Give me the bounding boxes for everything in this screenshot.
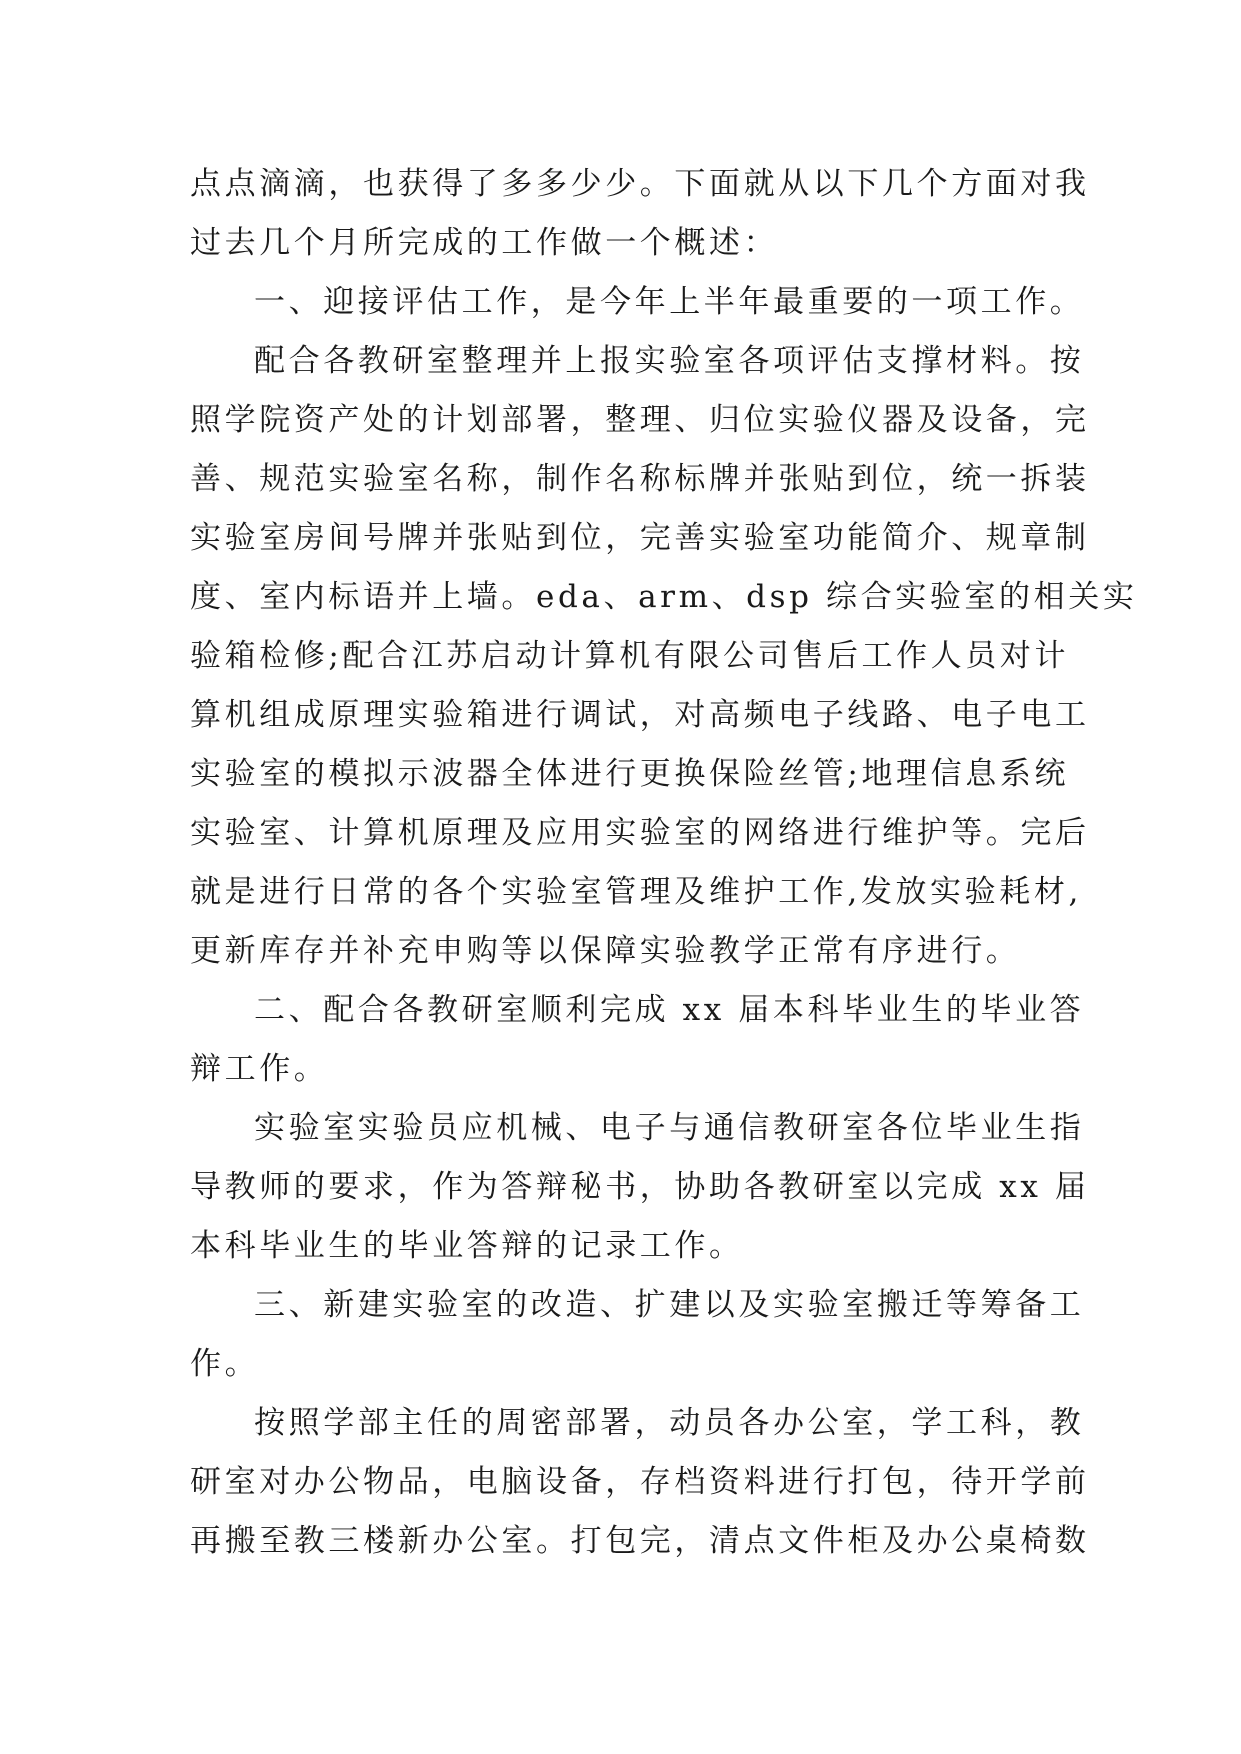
text-line-11: 实验室的模拟示波器全体进行更换保险丝管;地理信息系统 — [190, 756, 1070, 792]
text-line-8: 度、室内标语并上墙。eda、arm、dsp 综合实验室的相关实 — [190, 579, 1138, 615]
document-body — [190, 155, 1138, 1571]
text-line-23: 研室对办公物品，电脑设备，存档资料进行打包，待开学前 — [190, 1464, 1090, 1500]
text-line-17: 实验室实验员应机械、电子与通信教研室各位毕业生指 — [254, 1110, 1085, 1146]
text-line-16: 辩工作。 — [190, 1051, 329, 1087]
text-line-6: 善、规范实验室名称，制作名称标牌并张贴到位，统一拆装 — [190, 461, 1090, 497]
section-heading-3: 三、新建实验室的改造、扩建以及实验室搬迁等筹备工 — [254, 1287, 1085, 1323]
section-heading-1: 一、迎接评估工作，是今年上半年最重要的一项工作。 — [254, 284, 1085, 320]
text-line-18: 导教师的要求，作为答辩秘书，协助各教研室以完成 xx 届 — [190, 1169, 1090, 1205]
text-line-10: 算机组成原理实验箱进行调试，对高频电子线路、电子电工 — [190, 697, 1090, 733]
text-line-7: 实验室房间号牌并张贴到位，完善实验室功能简介、规章制 — [190, 520, 1090, 556]
text-line-13: 就是进行日常的各个实验室管理及维护工作,发放实验耗材, — [190, 874, 1082, 910]
text-line-9: 验箱检修;配合江苏启动计算机有限公司售后工作人员对计 — [190, 638, 1070, 674]
text-line-24: 再搬至教三楼新办公室。打包完，清点文件柜及办公桌椅数 — [190, 1523, 1090, 1559]
section-heading-2: 二、配合各教研室顺利完成 xx 届本科毕业生的毕业答 — [254, 992, 1085, 1028]
text-line-19: 本科毕业生的毕业答辩的记录工作。 — [190, 1228, 744, 1264]
text-line-22: 按照学部主任的周密部署，动员各办公室，学工科，教 — [254, 1405, 1085, 1441]
text-line-21: 作。 — [190, 1346, 260, 1382]
text-line-5: 照学院资产处的计划部署，整理、归位实验仪器及设备，完 — [190, 402, 1090, 438]
text-line-2: 过去几个月所完成的工作做一个概述： — [190, 225, 779, 261]
text-line-1: 点点滴滴，也获得了多多少少。下面就从以下几个方面对我 — [190, 166, 1090, 202]
text-line-12: 实验室、计算机原理及应用实验室的网络进行维护等。完后 — [190, 815, 1090, 851]
text-line-14: 更新库存并补充申购等以保障实验教学正常有序进行。 — [190, 933, 1021, 969]
text-line-4: 配合各教研室整理并上报实验室各项评估支撑材料。按 — [254, 343, 1085, 379]
